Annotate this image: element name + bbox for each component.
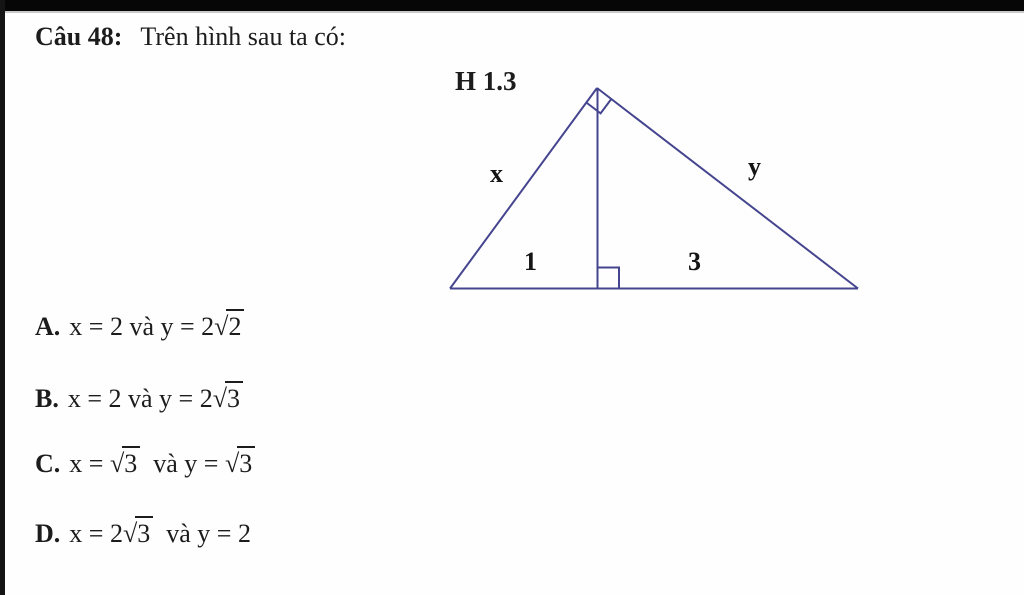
option-text: x = √3 và y = √3 <box>69 446 255 478</box>
foot-right-angle-mark <box>599 268 620 288</box>
option-text: x = 2√3 và y = 2 <box>69 516 251 548</box>
question-line <box>35 22 346 52</box>
label-side-y: y <box>748 152 761 181</box>
label-base-1: 1 <box>524 247 537 276</box>
sqrt-term: √3 <box>123 516 153 548</box>
sqrt-term: √3 <box>213 381 243 413</box>
sqrt-term: √3 <box>110 446 140 478</box>
question-number: Câu 48: <box>35 22 123 51</box>
option-text: x = 2 và y = 2√3 <box>68 381 243 413</box>
top-border-bar <box>0 0 1024 13</box>
answer-option-c <box>35 449 255 479</box>
option-letter: C. <box>35 449 61 478</box>
triangle-left-side <box>450 88 597 289</box>
label-base-3: 3 <box>688 247 701 276</box>
label-side-x: x <box>490 159 503 188</box>
sqrt-term: √2 <box>214 309 244 341</box>
left-border-bar <box>0 0 5 595</box>
option-letter: B. <box>35 384 59 413</box>
option-letter: A. <box>35 312 61 341</box>
answer-option-b <box>35 384 243 414</box>
answer-option-d <box>35 519 251 549</box>
option-text: x = 2 và y = 2√2 <box>69 309 244 341</box>
question-prompt: Trên hình sau ta có: <box>140 22 346 51</box>
triangle-right-side <box>597 88 858 289</box>
figure-caption: H 1.3 <box>455 66 517 96</box>
answer-option-a <box>35 312 244 342</box>
sqrt-term: √3 <box>225 446 255 478</box>
option-letter: D. <box>35 519 61 548</box>
apex-right-angle-mark <box>586 99 611 113</box>
